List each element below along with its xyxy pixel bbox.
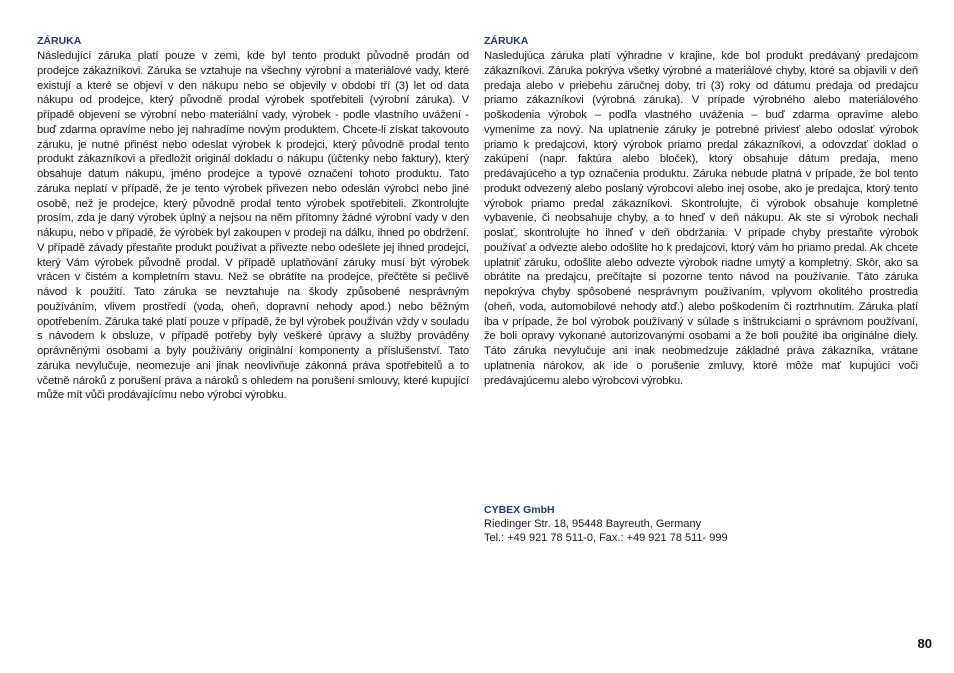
czech-warranty-heading: ZÁRUKA [37,35,82,47]
page-number: 80 [917,636,932,651]
company-contact: Tel.: +49 921 78 511-0, Fax.: +49 921 78 511- 999 [484,532,728,544]
company-name: CYBEX GmbH [484,504,555,516]
czech-warranty-text: Následující záruka platí pouze v zemi, kde byl tento produkt původně prodán od prodejce zákazníkovi. Záruka se vztahuje na všechny výrobní a materiálové vady, které existují a které se objeví v den nákupu nebo se objevily v období tří (3) let od data nákupu od prodejce, který původně prodal výrobek spotřebiteli (výrobní záruka). V případě objevení se výrobní nebo materiální vady, výrobek - podle vlastního uvážení - buď zdarma opravíme nebo jej nahradíme novým produktem. Chcete-li získat takovouto záruku, je nutné přinést nebo odeslat výrobek k prodejci, který původně prodal tento produkt zákazníkovi a předložit originál dokladu o nákupu (účtenky nebo faktury), který obsahuje datum nákupu, jméno prodejce a typové označení tohoto produktu. Tato záruka neplatí v případě, že je tento výrobek přivezen nebo odeslán výrobci nebo jiné osobě, než je prodejce, který původně prodal tento výrobek spotřebiteli. Zkontrolujte prosím, zda je daný výrobek úplný a nejsou na něm přítomny žádné výrobní vady v den nákupu, nebo v případě, že výrobek byl zakoupen v prodeji na dálku, ihned po obdržení. V případě závady přestaňte produkt používat a přivezte nebo odešlete jej ihned prodejci, který Vám výrobek původně prodal. V případě uplatňování záruky musí být výrobek vrácen v čistém a kompletním stavu. Než se obrátíte na prodejce, přečtěte si pečlivě návod k použití. Tato záruka se nevztahuje na škody způsobené nesprávným používáním, vlivem prostředí (voda, oheň, dopravní nehody apod.) nebo běžným opotřebením. Záruka také platí pouze v případě, že byl výrobek používán vždy v souladu s návodem k obsluze, v případě potřeby byly veškeré úpravy a služby prováděny oprávněnými osobami a byly používány originální komponenty a příslušenství. Tato záruka nevylučuje, neomezuje ani jinak neovlivňuje zákonná práva spotřebitelů a to včetně nároků z porušení práva a nároků s ohledem na porušení smlouvy, které kupující může mít vůči prodávajícímu nebo výrobci výrobku. [37,50,469,402]
slovak-warranty-text: Nasledujúca záruka platí výhradne v krajine, kde bol produkt predávaný predajcom zákazníkovi. Záruka pokrýva všetky výrobné a materiálové chyby, ktoré sa objavili v deň predaja alebo v priebehu záručnej doby, tri (3) roky od dátumu predaja od predajcu priamo zákazníkovi (výrobná záruka). V prípade výrobného alebo materiálového poškodenia výrobok – podľa vlastného uváženia – buď zdarma opravíme alebo vymeníme za nový. Na uplatnenie záruky je potrebné priviesť alebo odoslať výrobok priamo k predajcovi, ktorý výrobok priamo predal zákazníkovi, a odovzdať doklad o zakúpení (napr. faktúra alebo bloček), ktorý obsahuje dátum predaja, meno predávajúceho a typ označenia produktu. Záruka nebude platná v prípade, že bol tento produkt odvezený alebo poslaný výrobcovi alebo inej osobe, ako je predajca, ktorý tento výrobok priamo predal zákazníkovi. Skontrolujte, či výrobok obsahuje kompletné vybavenie, či neobsahuje chyby, a to hneď v deň nákupu. Ak ste si výrobok nechali poslať, skontrolujte ho ihneď v deň obdržania. V prípade chyby prestaňte výrobok používať a odvezte alebo odošlite ho k predajcovi, ktorý vám ho priamo predal. Ak chcete uplatniť záruku, odošlite alebo odvezte výrobok riadne umytý a kompletný. Skôr, ako sa obrátite na predajcu, prečítajte si pozorne tento návod na používanie. Táto záruka nepokrýva chyby spôsobené nesprávnym používaním, vplyvom okolitého prostredia (oheň, voda, automobilové nehody atď.) alebo poškodením či roztrhnutím. Záruka platí iba v prípade, že bol výrobok používaný v súlade s inštrukciami o správnom používaní, že boli opravy vykonané autorizovanými osobami a že boli použité iba originálne diely. Táto záruka nevylučuje ani inak neobmedzuje základné práva zákazníka, vrátane uplatnenia nárokov, ak ide o porušenie zmluvy, ktoré môže mať kupujúci voči predávajúcemu alebo výrobcovi výrobku. [484,50,918,387]
slovak-warranty-column [484,34,918,388]
company-info [484,503,884,545]
czech-warranty-column [37,34,469,403]
slovak-warranty-heading: ZÁRUKA [484,35,529,47]
company-address: Riedinger Str. 18, 95448 Bayreuth, Germany [484,518,702,530]
